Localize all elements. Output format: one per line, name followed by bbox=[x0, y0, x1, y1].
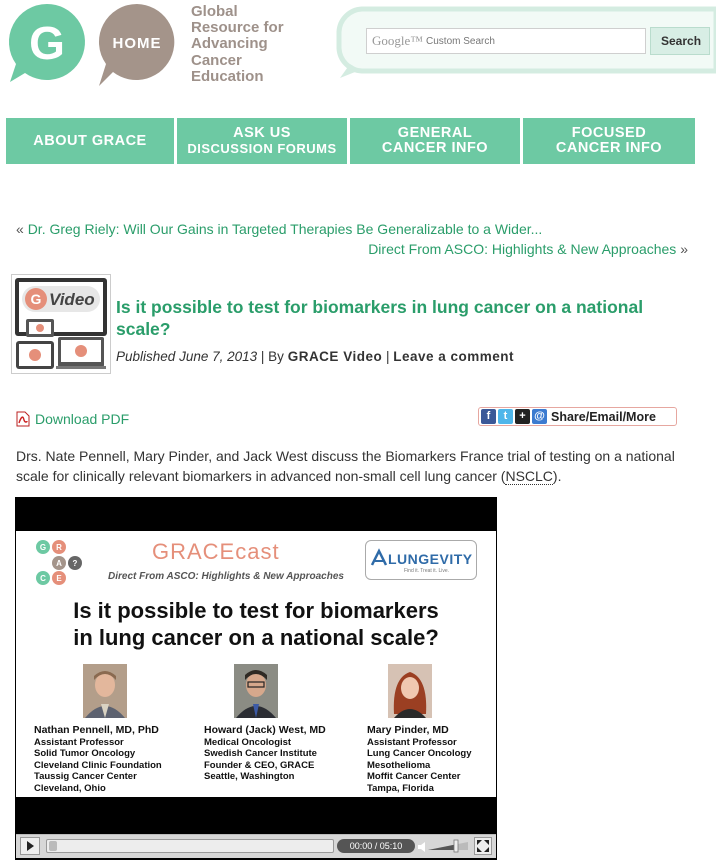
next-post-link[interactable]: Direct From ASCO: Highlights & New Approaches bbox=[368, 241, 677, 257]
twitter-icon: t bbox=[498, 409, 513, 424]
grace-logo[interactable] bbox=[6, 2, 88, 84]
video-controls bbox=[16, 834, 496, 858]
speaker-card: Mary Pinder, MD Assistant Professor Lung Cancer Oncology Mesothelioma Moffit Cancer Center Tampa, Florida bbox=[367, 724, 472, 794]
search-button[interactable]: Search bbox=[650, 27, 710, 55]
grace-letters-logo bbox=[34, 539, 88, 587]
svg-text:C: C bbox=[40, 574, 46, 583]
video-frame bbox=[16, 531, 496, 797]
leave-comment-link[interactable]: Leave a comment bbox=[393, 349, 515, 364]
google-brand: Google™ bbox=[372, 33, 424, 48]
share-email-more-button[interactable] bbox=[478, 407, 677, 426]
nav-about-grace[interactable]: ABOUT GRACE bbox=[6, 118, 174, 164]
next-post: Direct From ASCO: Highlights & New Approaches » bbox=[368, 241, 688, 257]
previous-post-link[interactable]: Dr. Greg Riely: Will Our Gains in Targeted Therapies Be Generalizable to a Wider... bbox=[27, 221, 543, 237]
nav-ask-us[interactable]: ASK US DISCUSSION FORUMS bbox=[177, 118, 347, 164]
previous-post: « Dr. Greg Riely: Will Our Gains in Targeted Therapies Be Generalizable to a Wider... bbox=[16, 221, 543, 237]
speaker-card: Nathan Pennell, MD, PhD Assistant Professor Solid Tumor Oncology Cleveland Clinic Foundation Taussig Cancer Center Cleveland, Ohio bbox=[34, 724, 162, 794]
video-question: Is it possible to test for biomarkers in lung cancer on a national scale? bbox=[73, 598, 439, 650]
download-pdf-link[interactable]: Download PDF bbox=[35, 411, 130, 427]
video-player[interactable] bbox=[15, 497, 497, 860]
by-text: | By bbox=[260, 349, 284, 364]
speaker-photo bbox=[234, 664, 278, 718]
post-date[interactable]: June 7, 2013 bbox=[179, 349, 258, 364]
nav-focused-cancer-info[interactable]: FOCUSED CANCER INFO bbox=[523, 118, 695, 164]
fullscreen-icon bbox=[475, 838, 491, 854]
nav-general-cancer-info[interactable]: GENERAL CANCER INFO bbox=[350, 118, 520, 164]
home-label: HOME bbox=[112, 35, 162, 52]
published-word: Published bbox=[116, 349, 176, 364]
video-thumbnail[interactable] bbox=[11, 274, 111, 374]
facebook-icon: f bbox=[481, 409, 496, 424]
post-meta bbox=[116, 349, 514, 364]
gracecast-subtitle: Direct From ASCO: Highlights & New Approaches bbox=[108, 571, 344, 582]
speaker-icon[interactable] bbox=[417, 841, 427, 853]
plus-icon: + bbox=[515, 409, 530, 424]
speaker-photo bbox=[83, 664, 127, 718]
gracecast-title: GRACEcast bbox=[152, 539, 280, 564]
grace-logo-letter: G bbox=[29, 17, 65, 69]
seek-bar[interactable] bbox=[46, 839, 334, 853]
seek-handle[interactable] bbox=[49, 841, 57, 851]
post-title[interactable]: Is it possible to test for biomarkers in lung cancer on a national scale? bbox=[116, 297, 644, 339]
svg-text:G: G bbox=[39, 543, 47, 552]
download-pdf[interactable] bbox=[16, 411, 129, 427]
svg-text:E: E bbox=[56, 574, 62, 583]
site-tagline: Global Resource for Advancing Cancer Education bbox=[191, 3, 284, 85]
play-icon bbox=[21, 838, 39, 854]
speaker-card: Howard (Jack) West, MD Medical Oncologist Swedish Cancer Institute Founder & CEO, GRACE Seattle, Washington bbox=[204, 724, 326, 783]
volume-slider[interactable] bbox=[428, 840, 468, 852]
speaker-photo bbox=[388, 664, 432, 718]
svg-text:R: R bbox=[56, 543, 62, 552]
lungevity-logo: LUNGEVITY Find it. Treat it. Live. bbox=[365, 540, 477, 580]
post-description: Drs. Nate Pennell, Mary Pinder, and Jack West discuss the Biomarkers France trial of testing on a national scale for clinically relevant biomarkers in advanced non-small cell lung cancer (NSCLC). bbox=[16, 448, 675, 484]
search-placeholder: Custom Search bbox=[426, 35, 495, 47]
comment-separator: | bbox=[385, 349, 390, 364]
devices-icon bbox=[12, 275, 110, 373]
nsclc-abbr: NSCLC bbox=[505, 468, 553, 484]
fullscreen-button[interactable] bbox=[474, 837, 492, 855]
svg-text:?: ? bbox=[72, 559, 78, 568]
search-input[interactable] bbox=[366, 28, 646, 54]
post-author[interactable]: GRACE Video bbox=[287, 349, 383, 364]
share-label: Share/Email/More bbox=[551, 409, 656, 424]
home-button[interactable] bbox=[95, 2, 177, 88]
main-nav bbox=[6, 118, 706, 164]
lungevity-mark-icon bbox=[370, 549, 388, 567]
svg-text:A: A bbox=[56, 559, 62, 568]
pdf-icon bbox=[16, 411, 30, 427]
email-icon: @ bbox=[532, 409, 547, 424]
svg-text:G: G bbox=[30, 291, 42, 307]
time-display: 00:00 / 05:10 bbox=[337, 839, 415, 853]
thumb-video-label: Video bbox=[49, 290, 95, 309]
play-button[interactable] bbox=[20, 837, 40, 855]
